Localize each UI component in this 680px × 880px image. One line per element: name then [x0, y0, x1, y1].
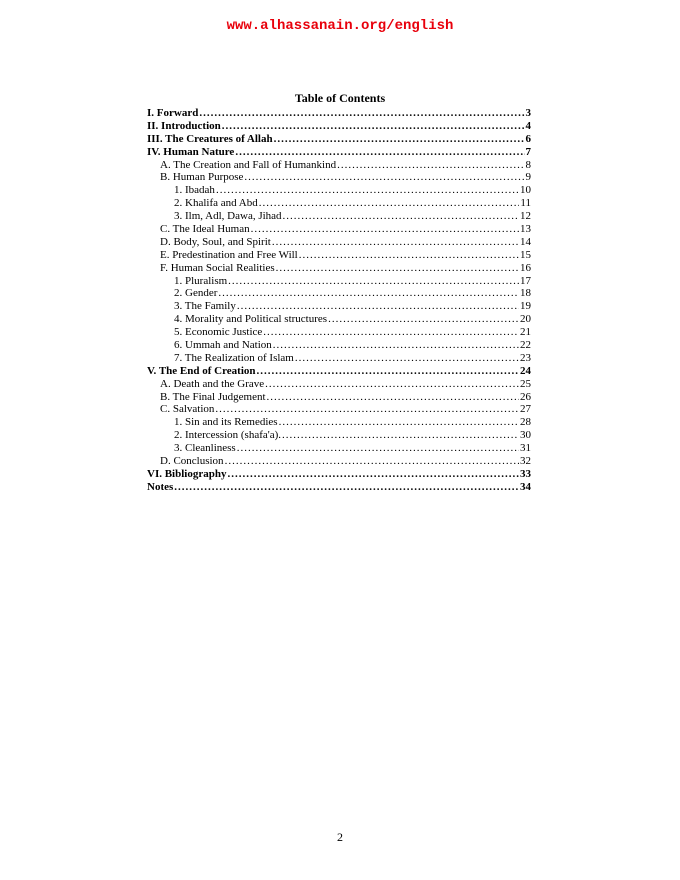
- toc-entry[interactable]: [147, 481, 531, 494]
- toc-entry-label: 3. Ilm, Adl, Dawa, Jihad: [174, 210, 282, 223]
- toc-entry-page: 17: [520, 274, 531, 287]
- toc-entry[interactable]: [147, 468, 531, 481]
- toc-entry-page: 18: [520, 287, 531, 300]
- toc-entry-page: 22: [520, 339, 531, 352]
- toc-entry-page: 8: [525, 158, 531, 171]
- dot-leader: [283, 210, 519, 223]
- toc-entry[interactable]: [147, 133, 531, 146]
- toc-entry-label: II. Introduction: [147, 119, 221, 132]
- dot-leader: [225, 455, 519, 468]
- toc-entry[interactable]: [147, 210, 531, 223]
- toc-entry-page: 32: [520, 455, 531, 468]
- dot-leader: [228, 275, 519, 288]
- toc-entry[interactable]: [147, 275, 531, 288]
- toc-entry-page: 23: [520, 351, 531, 364]
- toc-entry-page: 19: [520, 300, 531, 313]
- dot-leader: [251, 223, 519, 236]
- dot-leader: [174, 481, 519, 494]
- toc-entry-page: 30: [520, 429, 531, 442]
- toc-entry-page: 25: [520, 377, 531, 390]
- toc-entry[interactable]: [147, 378, 531, 391]
- toc-entry[interactable]: [147, 262, 531, 275]
- toc-entry-page: 4: [525, 119, 531, 132]
- toc-entry[interactable]: [147, 429, 531, 442]
- toc-entry-label: D. Body, Soul, and Spirit: [160, 235, 271, 248]
- toc-entry-label: 1. Pluralism: [174, 274, 228, 287]
- toc-entry[interactable]: [147, 249, 531, 262]
- site-url-header: www.alhassanain.org/english: [226, 18, 454, 34]
- toc-entry[interactable]: [147, 287, 531, 300]
- toc-entry-label: III. The Creatures of Allah: [147, 132, 273, 145]
- toc-entry[interactable]: [147, 300, 531, 313]
- toc-entry-label: V. The End of Creation: [147, 364, 256, 377]
- toc-entry-label: 1. Ibadah: [174, 184, 215, 197]
- toc-entry-page: 10: [520, 184, 531, 197]
- toc-entry-page: 28: [520, 416, 531, 429]
- toc-entry-page: 11: [520, 197, 531, 210]
- toc-entry-page: 16: [520, 261, 531, 274]
- dot-leader: [259, 197, 520, 210]
- toc-entry[interactable]: [147, 313, 531, 326]
- toc-entry-label: 2. Gender: [174, 287, 218, 300]
- toc-entry[interactable]: [147, 171, 531, 184]
- toc-entry[interactable]: [147, 197, 531, 210]
- page-number: 2: [337, 830, 343, 844]
- toc-entry-page: 26: [520, 390, 531, 403]
- dot-leader: [199, 107, 524, 120]
- dot-leader: [274, 133, 525, 146]
- toc-entry[interactable]: [147, 365, 531, 378]
- toc-entry-page: 31: [520, 442, 531, 455]
- toc-entry-page: 3: [525, 107, 531, 119]
- toc-entry[interactable]: [147, 442, 531, 455]
- dot-leader: [237, 300, 519, 313]
- dot-leader: [282, 429, 519, 442]
- dot-leader: [337, 159, 524, 172]
- toc-entry[interactable]: [147, 107, 531, 120]
- dot-leader: [216, 184, 519, 197]
- toc-entry-label: 7. The Realization of Islam: [174, 351, 294, 364]
- toc-entry-page: 7: [525, 145, 531, 158]
- toc-entry-label: 3. The Family: [174, 300, 236, 313]
- toc-entry[interactable]: [147, 416, 531, 429]
- toc-entry-label: B. Human Purpose: [160, 171, 244, 184]
- toc-entry-page: 21: [520, 326, 531, 339]
- toc-entry-label: A. The Creation and Fall of Humankind: [160, 158, 337, 171]
- toc-entry-page: 20: [520, 313, 531, 326]
- toc-entry-label: A. Death and the Grave: [160, 377, 265, 390]
- toc-entry-label: C. The Ideal Human: [160, 223, 250, 236]
- toc-entry[interactable]: [147, 352, 531, 365]
- toc-entry-page: 24: [520, 364, 531, 377]
- toc-entry-label: C. Salvation: [160, 403, 215, 416]
- toc-entry[interactable]: [147, 339, 531, 352]
- dot-leader: [273, 339, 519, 352]
- toc-entry-page: 33: [520, 467, 531, 480]
- toc-entry-page: 12: [520, 210, 531, 223]
- toc-entry-label: 2. Intercession (shafa'a).: [174, 429, 282, 442]
- toc-title: Table of Contents: [294, 91, 386, 105]
- toc-entry-page: 15: [520, 248, 531, 261]
- dot-leader: [218, 287, 519, 300]
- dot-leader: [279, 416, 519, 429]
- toc-entry-label: Notes: [147, 480, 174, 493]
- dot-leader: [244, 171, 524, 184]
- dot-leader: [227, 468, 519, 481]
- toc-entry-page: 27: [520, 403, 531, 416]
- toc-entry[interactable]: [147, 223, 531, 236]
- dot-leader: [267, 391, 519, 404]
- toc-entry-label: 1. Sin and its Remedies: [174, 416, 278, 429]
- toc-entry-page: 14: [520, 235, 531, 248]
- toc-entry-label: 5. Economic Justice: [174, 326, 263, 339]
- dot-leader: [237, 442, 519, 455]
- toc-entry[interactable]: [147, 146, 531, 159]
- toc-entry-label: VI. Bibliography: [147, 467, 227, 480]
- toc-entry-label: 2. Khalifa and Abd: [174, 197, 258, 210]
- toc-entry-label: F. Human Social Realities: [160, 261, 275, 274]
- toc-entry[interactable]: [147, 236, 531, 249]
- toc-entry[interactable]: [147, 184, 531, 197]
- toc-entry-label: 3. Cleanliness: [174, 442, 236, 455]
- dot-leader: [272, 236, 519, 249]
- toc-entry[interactable]: [147, 391, 531, 404]
- toc-entry-page: 13: [520, 223, 531, 236]
- dot-leader: [265, 378, 519, 391]
- dot-leader: [215, 403, 519, 416]
- toc-entry-page: 6: [525, 132, 531, 145]
- toc-entry[interactable]: [147, 326, 531, 339]
- table-of-contents: [147, 107, 531, 494]
- toc-entry-page: 9: [525, 171, 531, 184]
- dot-leader: [235, 146, 524, 159]
- toc-entry-label: I. Forward: [147, 107, 199, 119]
- toc-entry[interactable]: [147, 403, 531, 416]
- dot-leader: [276, 262, 519, 275]
- dot-leader: [299, 249, 519, 262]
- toc-entry[interactable]: [147, 159, 531, 172]
- toc-entry[interactable]: [147, 120, 531, 133]
- toc-entry-label: 4. Morality and Political structures: [174, 313, 328, 326]
- dot-leader: [257, 365, 520, 378]
- dot-leader: [263, 326, 519, 339]
- toc-entry-label: B. The Final Judgement: [160, 390, 266, 403]
- toc-entry-page: 34: [520, 480, 531, 493]
- toc-entry-label: IV. Human Nature: [147, 145, 235, 158]
- toc-entry[interactable]: [147, 455, 531, 468]
- dot-leader: [222, 120, 525, 133]
- dot-leader: [295, 352, 519, 365]
- toc-entry-label: E. Predestination and Free Will: [160, 248, 298, 261]
- dot-leader: [328, 313, 519, 326]
- toc-entry-label: 6. Ummah and Nation: [174, 339, 272, 352]
- toc-entry-label: D. Conclusion: [160, 455, 224, 468]
